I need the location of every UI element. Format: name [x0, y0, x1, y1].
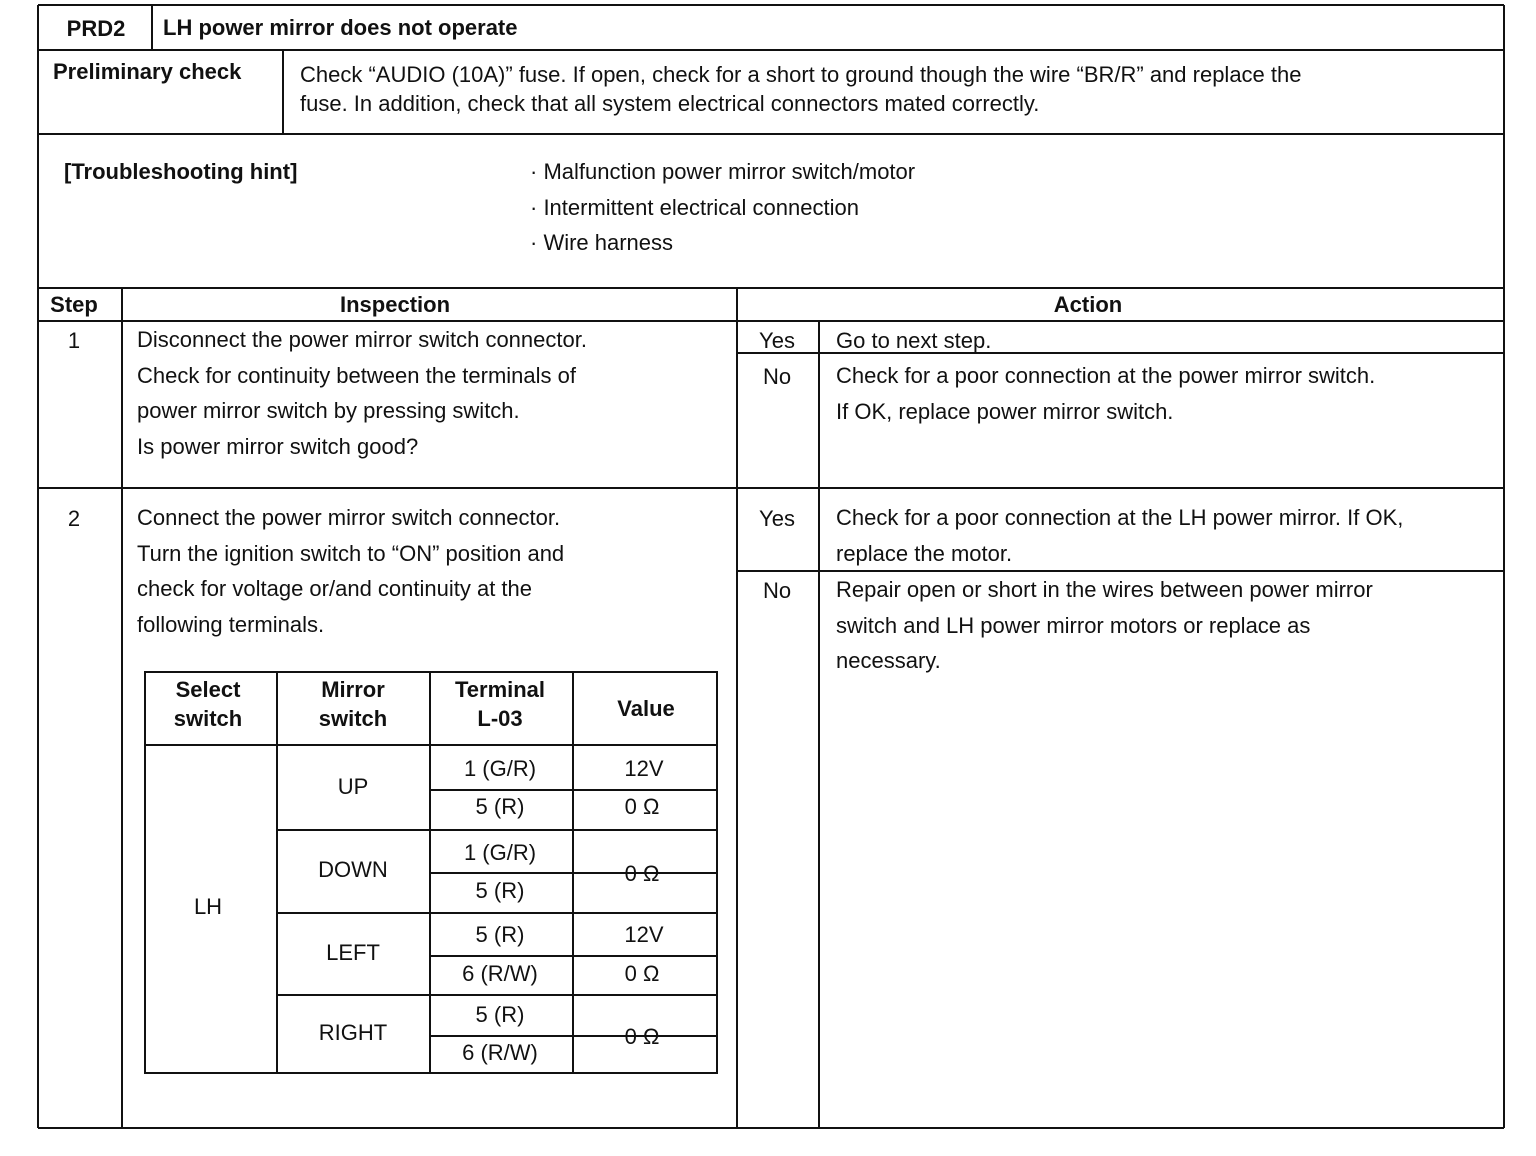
terminal-cell: 5 (R): [475, 878, 525, 903]
terminal-cell: 1 (G/R): [463, 840, 537, 865]
value-cell-merged: 0 Ω: [624, 1024, 660, 1049]
step-2-no-action: [836, 572, 1373, 679]
preliminary-line: fuse. In addition, check that all system electrical connectors mated correctly.: [300, 91, 1040, 116]
preliminary-check-label: Preliminary check: [53, 59, 242, 84]
value-cell-merged: 0 Ω: [624, 861, 660, 886]
terminal-cell: 5 (R): [475, 1002, 525, 1027]
action-line: switch and LH power mirror motors or replace as: [836, 612, 1311, 638]
action-line: replace the motor.: [836, 540, 1013, 566]
value-cell: 0 Ω: [624, 794, 660, 819]
step-number: 2: [67, 506, 81, 531]
terminal-cell: 6 (R/W): [462, 961, 538, 986]
header-mirror-switch: Mirror: [321, 677, 385, 702]
inspection-line: Connect the power mirror switch connector.: [137, 505, 561, 530]
value-cell: 0 Ω: [624, 961, 660, 986]
preliminary-check-text: [300, 60, 1301, 118]
step-1-inspection: [137, 322, 587, 464]
action-line: Check for a poor connection at the power mirror switch.: [836, 363, 1376, 388]
header-value: Value: [617, 696, 675, 721]
inspection-line: check for voltage or/and continuity at the: [137, 576, 533, 601]
value-cell: 12V: [624, 922, 664, 947]
step-number: 1: [67, 328, 81, 353]
terminal-cell: 6 (R/W): [462, 1040, 538, 1065]
step-2-inspection: [137, 500, 564, 642]
mirror-switch-right: RIGHT: [318, 1020, 388, 1045]
header-select-switch: Select: [175, 677, 241, 702]
mirror-switch-left: LEFT: [326, 940, 380, 965]
value-cell: 12V: [624, 756, 664, 781]
hint-item: · Wire harness: [530, 230, 674, 255]
action-line: Check for a poor connection at the LH power mirror. If OK,: [836, 505, 1404, 530]
header-select-switch-line2: switch: [173, 706, 243, 731]
column-header-step: Step: [50, 292, 98, 317]
procedure-title: LH power mirror does not operate: [163, 15, 518, 40]
hint-item: · Intermittent electrical connection: [530, 194, 859, 220]
select-switch-value: LH: [193, 894, 223, 919]
terminal-cell: 5 (R): [475, 794, 525, 819]
header-terminal-line2: L-03: [477, 706, 523, 731]
column-header-inspection: Inspection: [339, 292, 451, 317]
step-1-yes-action: Go to next step.: [836, 328, 992, 353]
header-terminal: Terminal: [454, 677, 546, 702]
hint-item: · Malfunction power mirror switch/motor: [530, 159, 916, 184]
mirror-switch-up: UP: [337, 774, 369, 799]
mirror-switch-down: DOWN: [318, 857, 388, 882]
troubleshooting-hint-list: [530, 154, 915, 261]
action-line: If OK, replace power mirror switch.: [836, 398, 1174, 424]
terminal-cell: 5 (R): [475, 922, 525, 947]
column-header-action: Action: [1053, 292, 1123, 317]
header-mirror-switch-line2: switch: [318, 706, 388, 731]
terminal-cell: 1 (G/R): [463, 756, 537, 781]
procedure-code: PRD2: [66, 16, 126, 41]
inspection-line: Is power mirror switch good?: [137, 433, 419, 459]
inspection-line: Disconnect the power mirror switch connector.: [137, 327, 587, 352]
action-line: Repair open or short in the wires between power mirror: [836, 577, 1373, 602]
preliminary-line: Check “AUDIO (10A)” fuse. If open, check for a short to ground though the wire “BR/R” and replace the: [300, 62, 1302, 87]
step-1-no-action: [836, 358, 1375, 429]
yes-label: Yes: [759, 506, 795, 531]
inspection-line: power mirror switch by pressing switch.: [137, 398, 520, 423]
no-label: No: [762, 364, 792, 389]
inspection-line: following terminals.: [137, 611, 325, 637]
troubleshooting-hint-label: [Troubleshooting hint]: [64, 159, 298, 184]
inspection-line: Check for continuity between the terminals of: [137, 362, 577, 388]
no-label: No: [762, 578, 792, 603]
yes-label: Yes: [759, 328, 795, 353]
inspection-line: Turn the ignition switch to “ON” position and: [137, 540, 565, 566]
step-2-yes-action: [836, 500, 1403, 571]
action-line: necessary.: [836, 648, 941, 673]
